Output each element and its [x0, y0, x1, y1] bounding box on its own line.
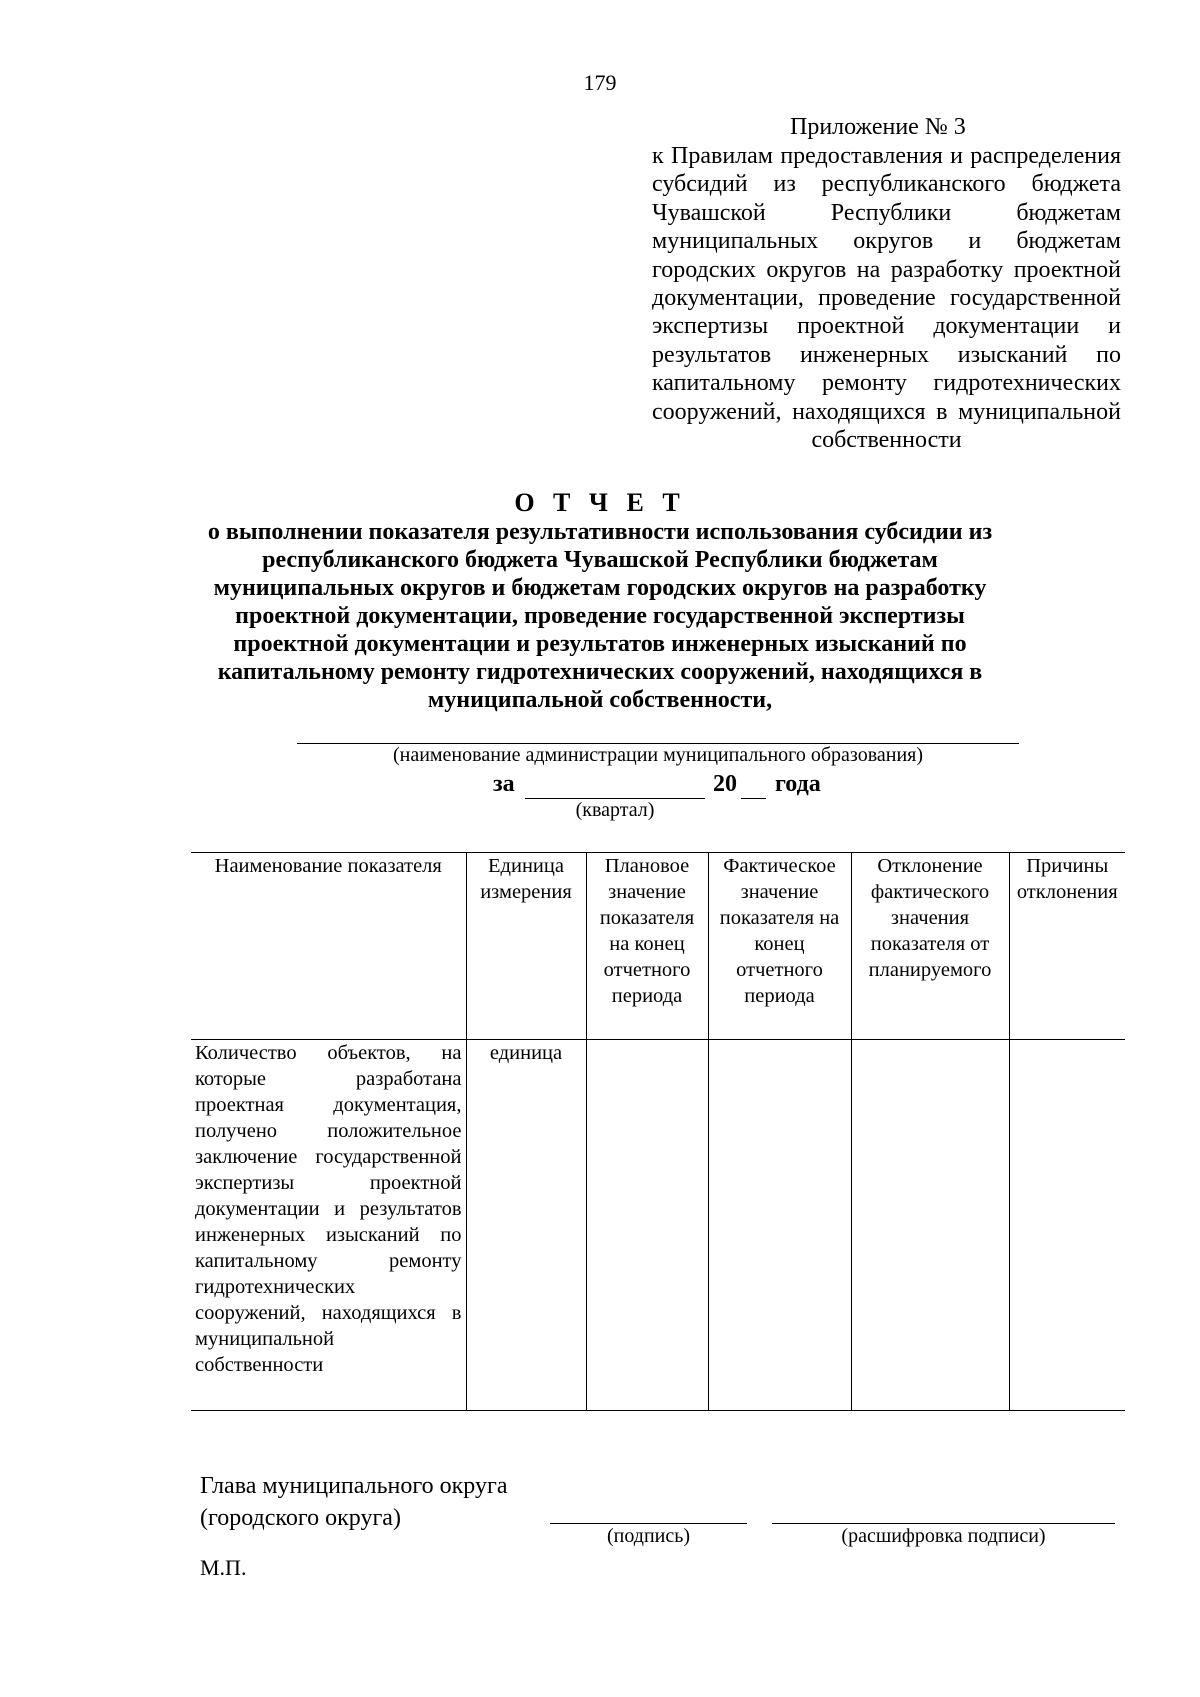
- signer-position-line2: (городского округа): [200, 1505, 401, 1531]
- signature-line: [550, 1523, 747, 1524]
- cell-actual: [708, 1040, 851, 1411]
- year-suffix: года: [775, 771, 821, 797]
- admin-caption: (наименование администрации муниципального образования): [392, 744, 924, 766]
- appendix-title: Приложение № 3: [790, 114, 966, 140]
- signer-position: [200, 1470, 508, 1534]
- stamp-label: М.П.: [200, 1555, 247, 1580]
- quarter-caption: (квартал): [575, 799, 655, 821]
- report-title: О Т Ч Е Т: [514, 488, 686, 517]
- cell-unit: единица: [466, 1040, 586, 1411]
- table-row: [191, 1040, 1125, 1411]
- page-number: 179: [583, 70, 617, 95]
- period-prefix: за: [493, 771, 515, 797]
- header-reason: Причины отклонения: [1009, 853, 1125, 1040]
- cell-indicator: Количество объектов, на которые разработана проектная документация, получено положительное заключение государственной экспертизы проектной документации и результатов инженерных изысканий по капитальному ремонту гидротехнических сооружений, находящихся в муниципальной собственности: [191, 1040, 466, 1411]
- cell-reason: [1009, 1040, 1125, 1411]
- year-line: [741, 798, 766, 799]
- report-subtitle: о выполнении показателя результативности использования субсидии из республиканского бюджета Чувашской Республики бюджетам муниципальных округов и бюджетам городских округов на разработку проектной документации, проведение государственной экспертизы проектной документации и результатов инженерных изысканий по капитальному ремонту гидротехнических сооружений, находящихся в муниципальной собственности,: [207, 519, 993, 713]
- signer-position-line1: Глава муниципального округа: [200, 1473, 508, 1499]
- header-indicator: Наименование показателя: [191, 853, 466, 1040]
- header-deviation: Отклонение фактического значения показателя от планируемого: [851, 853, 1009, 1040]
- signature-caption: (подпись): [606, 1525, 691, 1547]
- table-header-row: [191, 853, 1125, 1040]
- report-table: [191, 852, 1125, 1411]
- cell-planned: [586, 1040, 708, 1411]
- header-planned: Плановое значение показателя на конец отчетного периода: [586, 853, 708, 1040]
- header-unit: Единица измерения: [466, 853, 586, 1040]
- header-actual: Фактическое значение показателя на конец отчетного периода: [708, 853, 851, 1040]
- appendix-text: к Правилам предоставления и распределения субсидий из республиканского бюджета Чувашской Республики бюджетам муниципальных округов и бюджетам городских округов на разработку проектной документации, проведение государственной экспертизы проектной документации и результатов инженерных изысканий по капитальному ремонту гидротехнических сооружений, находящихся в муниципальной собственности: [652, 143, 1121, 454]
- cell-deviation: [851, 1040, 1009, 1411]
- year-prefix: 20: [713, 771, 737, 797]
- name-caption: (расшифровка подписи): [841, 1525, 1046, 1547]
- name-line: [772, 1523, 1115, 1524]
